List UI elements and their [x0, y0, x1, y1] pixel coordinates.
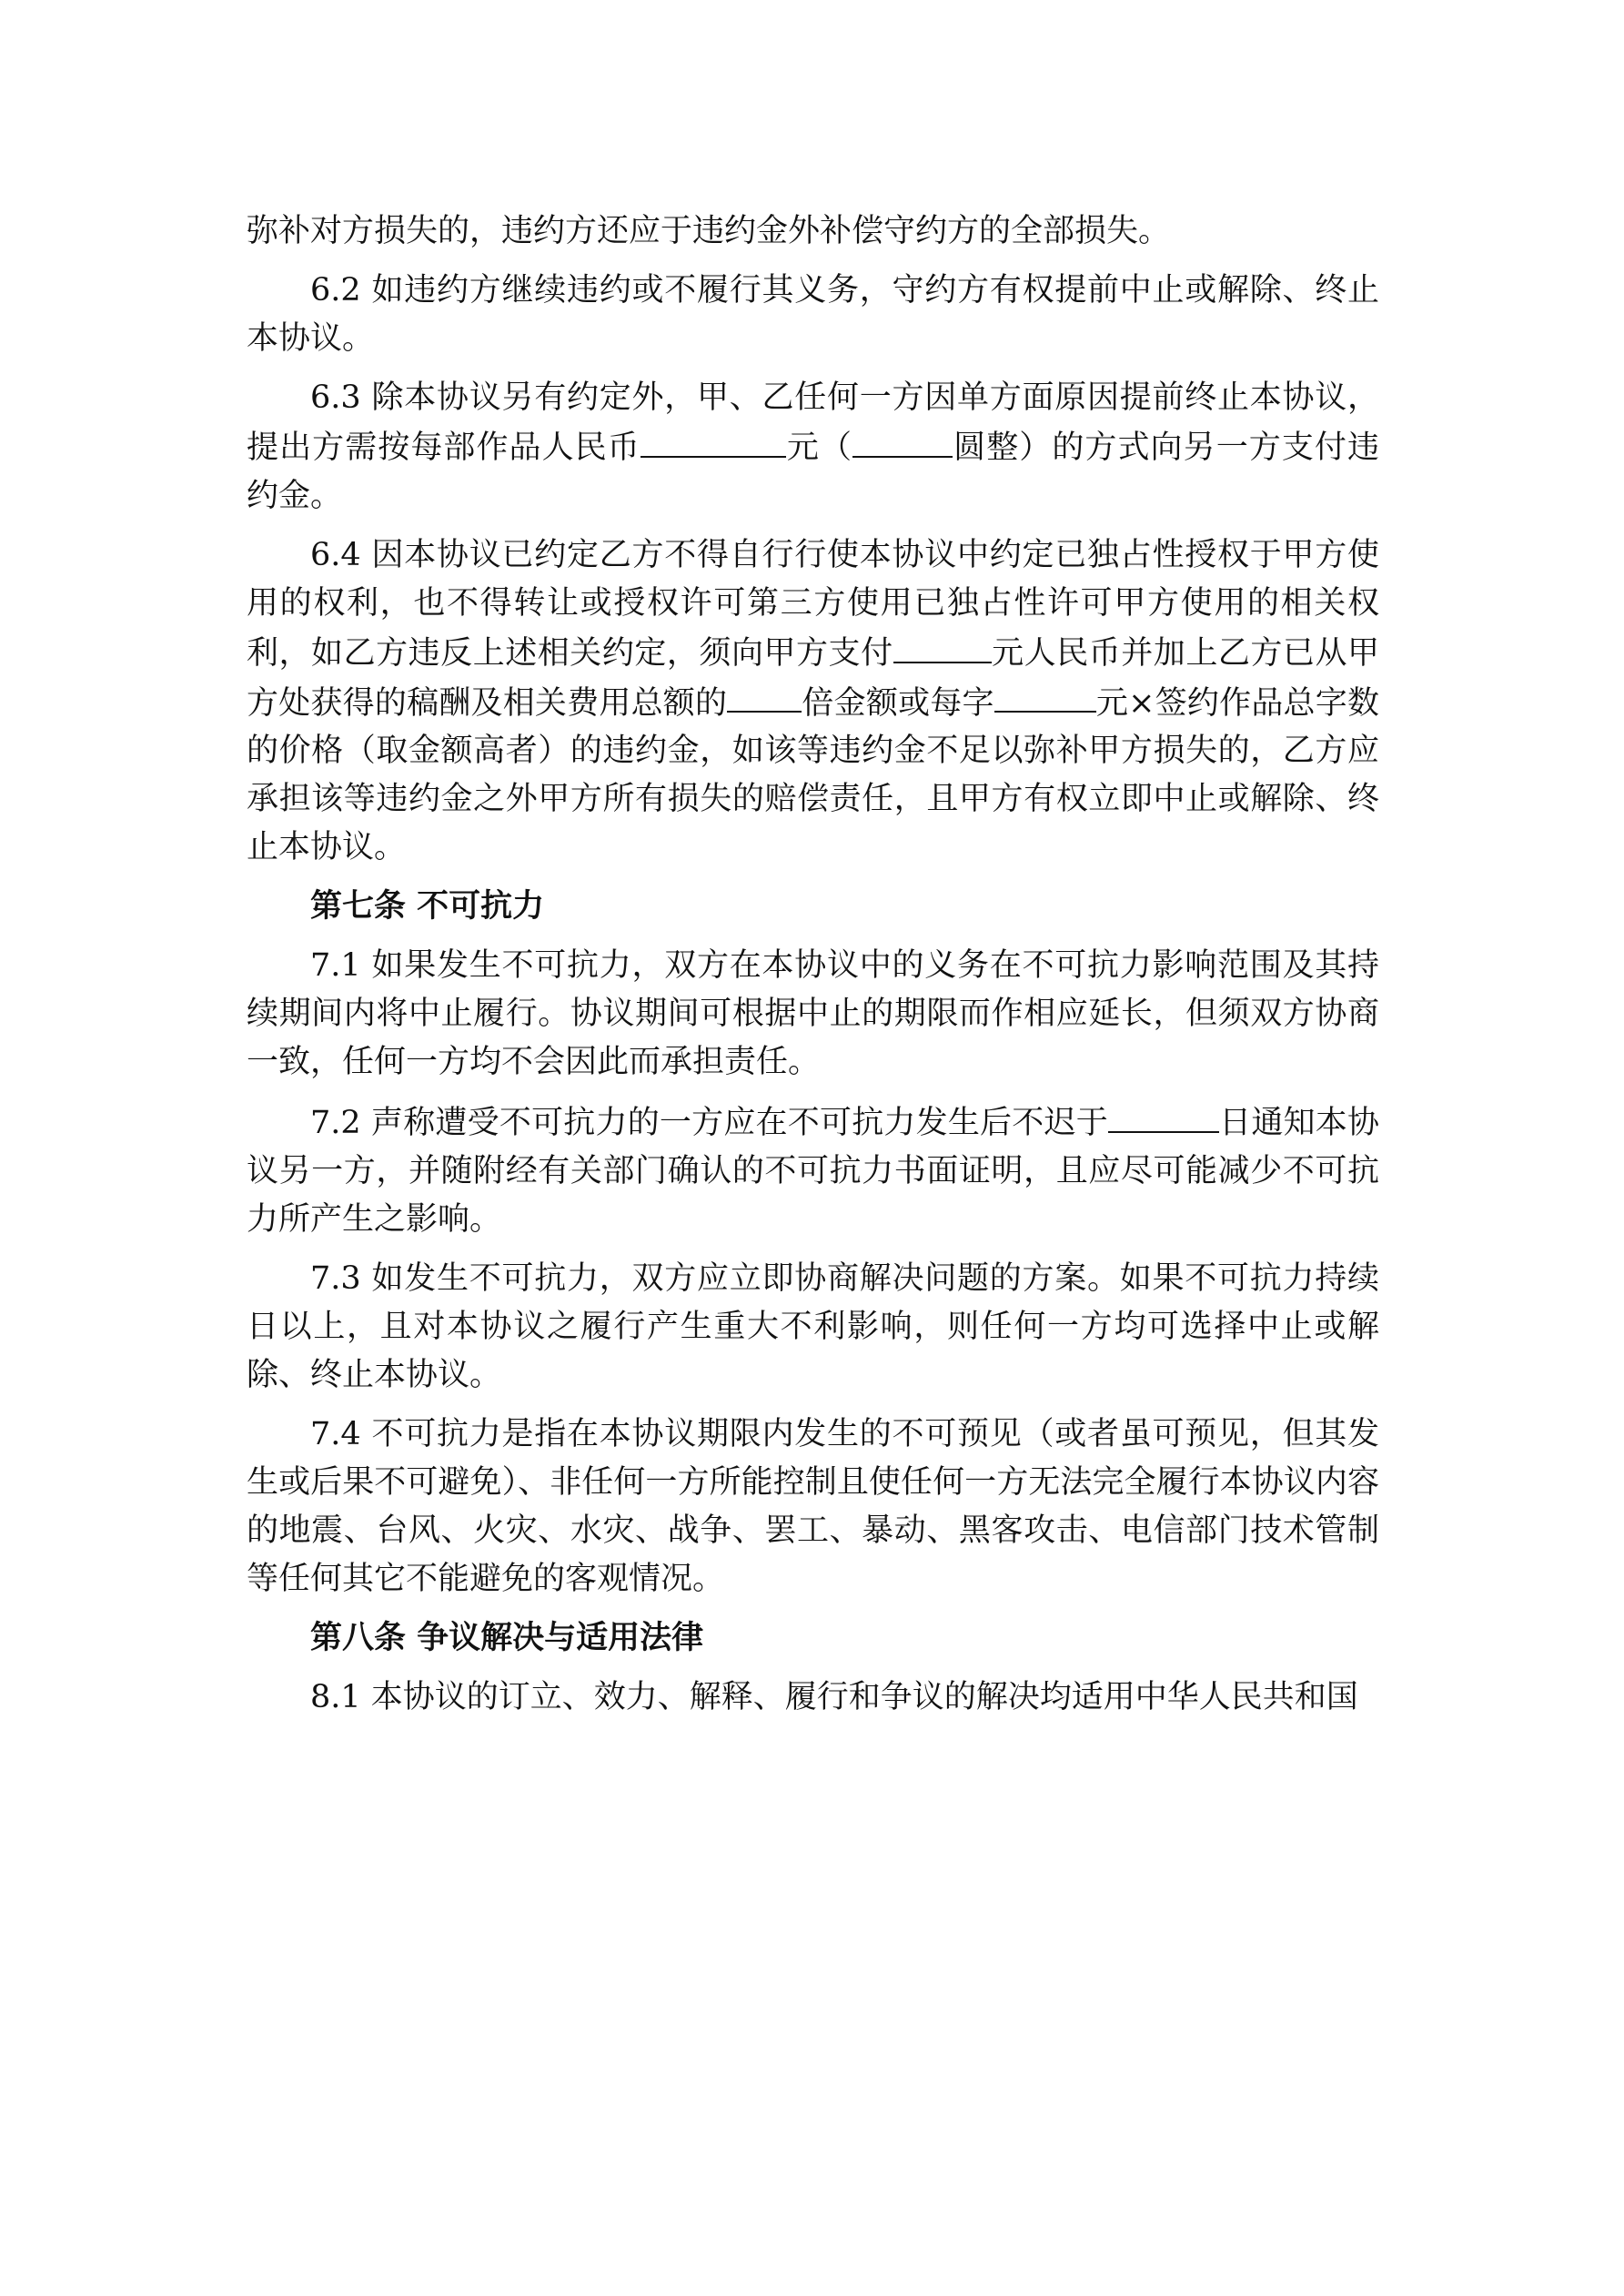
clause-6-2 [247, 267, 1379, 363]
clause-text: 8.1 本协议的订立、效力、解释、履行和争议的解决均适用中华人民共和国 [310, 1679, 1358, 1715]
clause-text-part: 倍金额或每字 [802, 684, 994, 722]
clause-text: 7.1 如果发生不可抗力，双方在本协议中的义务在不可抗力影响范围及其持续期间内将中止履行。协议期间可根据中止的期限而作相应延长，但须双方协商一致，任何一方均不会因此而承担责任。 [247, 947, 1379, 1081]
paragraph-text: 弥补对方损失的，违约方还应于违约金外补偿守约方的全部损失。 [247, 213, 1171, 249]
clause-text-part: 圆整）的方式向另一方支付违约金。 [247, 429, 1379, 514]
article-8-heading: 第八条 争议解决与适用法律 [310, 1620, 704, 1656]
clause-text-part: 6.3 除本协议另有约定外，甲、乙任何一方因单方面原因提前终止本协议，提出方需按每部作品人民币 [247, 379, 1379, 466]
clause-text: 7.3 如发生不可抗力，双方应立即协商解决问题的方案。如果不可抗力持续日以上，且对本协议之履行产生重大不利影响，则任何一方均可选择中止或解除、终止本协议。 [247, 1260, 1379, 1393]
article-7-heading: 第七条 不可抗力 [310, 888, 545, 925]
clause-text: 7.4 不可抗力是指在本协议期限内发生的不可预见（或者虽可预见，但其发生或后果不可避免）、非任何一方所能控制且使任何一方无法完全履行本协议内容的地震、台风、火灾、水灾、战争、罢工、暴动、黑客攻击、电信部门技术管制等任何其它不能避免的客观情况。 [247, 1416, 1379, 1597]
clause-text-part: 6.4 因本协议已约定乙方不得自行行使本协议中约定已独占性授权于甲方使用的权利，也不得转让或授权许可第三方使用已独占性许可甲方使用的相关权利，如乙方违反上述相关约定，须向甲方支付 [247, 536, 1379, 672]
contract-body [247, 207, 1379, 1733]
clause-7-4 [247, 1411, 1379, 1603]
clause-text-part: 7.2 声称遭受不可抗力的一方应在不可抗力发生后不迟于 [310, 1105, 1108, 1141]
fill-in-blank [852, 422, 953, 458]
clause-text-part: 日通知本协议另一方，并随附经有关部门确认的不可抗力书面证明，且应尽可能减少不可抗力所产生之影响。 [247, 1105, 1379, 1238]
fill-in-blank [1108, 1097, 1219, 1133]
clause-text-part: 元（ [785, 429, 853, 466]
fill-in-blank [641, 422, 786, 458]
clause-6-4 [247, 531, 1379, 873]
clause-8-1 [247, 1674, 1379, 1722]
clause-7-3 [247, 1255, 1379, 1400]
clause-7-2 [247, 1097, 1379, 1244]
clause-7-1 [247, 942, 1379, 1087]
fill-in-blank [893, 628, 992, 663]
clause-text-part: 元×签约作品总字数的价格（取金额高者）的违约金，如该等违约金不足以弥补甲方损失的，乙方应承担该等违约金之外甲方所有损失的赔偿责任，且甲方有权立即中止或解除、终止本协议。 [247, 684, 1379, 866]
clause-text: 6.2 如违约方继续违约或不履行其义务，守约方有权提前中止或解除、终止本协议。 [247, 272, 1379, 357]
paragraph-continuation [247, 207, 1379, 256]
fill-in-blank [994, 678, 1096, 713]
clause-text-part: 元人民币并加上乙方已从甲方处获得的稿酬及相关费用总额的 [247, 634, 1379, 722]
fill-in-blank [727, 678, 802, 713]
clause-6-3 [247, 374, 1379, 521]
